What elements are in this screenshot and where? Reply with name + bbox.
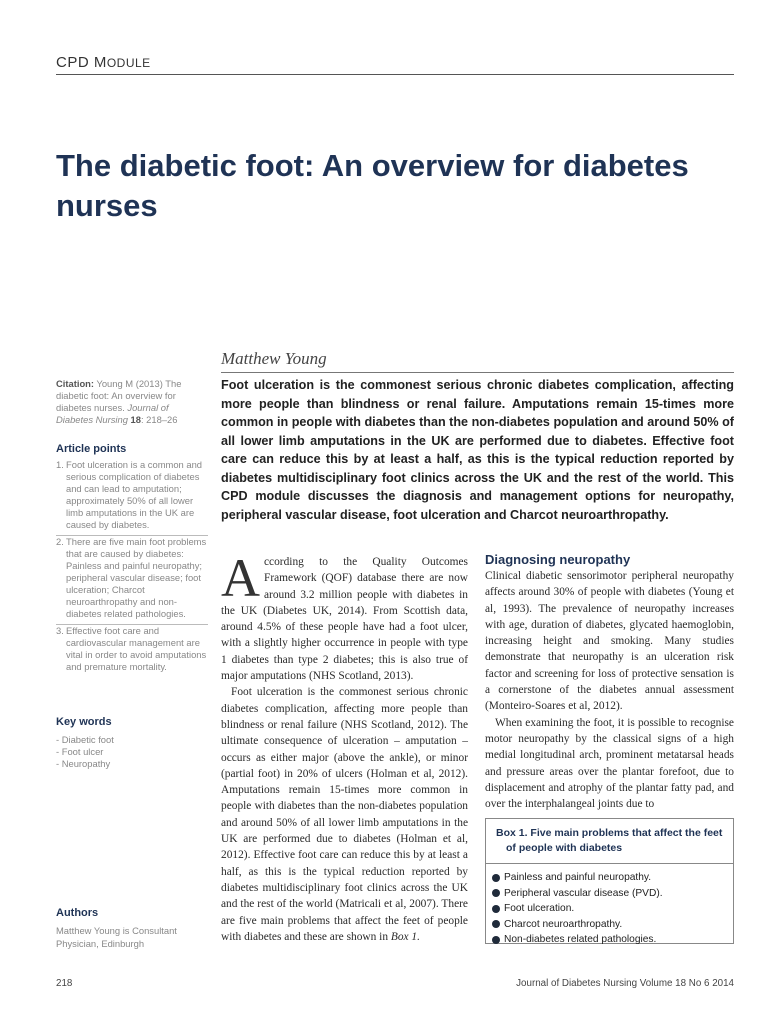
list-item: [492, 886, 733, 902]
citation: [56, 378, 208, 426]
body-column-right: [485, 568, 734, 812]
list-item: - Diabetic foot: [56, 734, 114, 745]
author-rule: [221, 372, 734, 373]
bullet-icon: [492, 874, 500, 882]
key-words-heading: Key words: [56, 716, 112, 728]
authors-heading: Authors: [56, 907, 99, 919]
author-name: Matthew Young: [221, 349, 327, 368]
article-title: The diabetic foot: An overview for diabetes nurses: [56, 148, 689, 223]
section-label-rest: ODULE: [106, 56, 151, 70]
drop-cap: A: [221, 548, 260, 608]
list-item-text: Painless and painful neuropathy.: [504, 872, 652, 883]
article-points-list: [56, 459, 208, 673]
box-1: [485, 818, 734, 944]
list-item-text: Effective foot care and cardiovascular management are vital in order to avoid amputations and premature mortality.: [66, 625, 207, 672]
list-item-text: There are five main foot problems that are caused by diabetes: Painless and painful neuropathy; peripheral vascular disease; foot ulceration; Charcot neuroarthropathy and non-diabetes related pathologies.: [66, 536, 207, 619]
section-label-first: CPD M: [56, 54, 107, 71]
list-item-number: 1.: [56, 459, 64, 470]
list-item-number: 2.: [56, 536, 64, 547]
section-heading: Diagnosing neuropathy: [485, 552, 631, 567]
list-item: [56, 536, 208, 620]
page-number: 218: [56, 978, 73, 989]
list-item: [492, 917, 733, 933]
authors-text: Matthew Young is Consultant Physician, Edinburgh: [56, 925, 177, 949]
list-item: - Neuropathy: [56, 758, 111, 769]
box-list: [486, 864, 733, 948]
box-title-line2: of people with diabetes: [506, 842, 623, 854]
list-item: [492, 870, 733, 886]
box-title: [486, 819, 733, 864]
citation-pages: : 218–26: [140, 414, 178, 425]
article-points-heading: Article points: [56, 443, 127, 455]
bullet-icon: [492, 920, 500, 928]
list-item: [492, 901, 733, 917]
list-item: [492, 932, 733, 948]
body-paragraph: ccording to the Quality Outcomes Framework (QOF) database there are now around 3.2 million people with diabetes in the UK (Diabetes UK, 2014). From Scottish data, around 4.5% of these people have had a foot ulcer, with a slightly higher occurrence in people with type 1 diabetes than type 2 diabetes; this is also true of major amputations (NHS Scotland, 2013).: [221, 556, 468, 683]
list-item: - Foot ulcer: [56, 746, 104, 757]
bullet-icon: [492, 905, 500, 913]
list-item-text: Foot ulceration is a common and serious complication of diabetes and can lead to amputation; approximately 50% of all lower limb amputations in the UK are caused by diabetes.: [66, 459, 203, 530]
citation-text: Young M (2013) The diabetic foot: An overview for diabetes nurses.: [56, 378, 182, 413]
body-paragraph: When examining the foot, it is possible to recognise motor neuropathy by the classical signs of a high medial longitudinal arch, prominent metatarsal heads and pressure areas over the plantar forefoot, due to displacement and atrophy of the plantar fatty pad, and over the interphalangeal joints due to: [485, 716, 734, 811]
citation-label: Citation:: [56, 378, 95, 389]
authors-heading-wrap: [56, 907, 208, 919]
list-item-text: Peripheral vascular disease (PVD).: [504, 887, 663, 899]
list-item-text: Foot ulceration.: [504, 903, 575, 914]
list-item-text: Non-diabetes related pathologies.: [504, 934, 657, 945]
list-item: [56, 459, 208, 531]
body-paragraph: Clinical diabetic sensorimotor peripheral neuropathy affects around 30% of people with diabetes (Young et al, 1993). The prevalence of neuropathy increases with age, duration of diabetes, glycated haemoglobin, increasing height and smoking. Many studies demonstrate that neuropathy is an ulceration risk factor and screening for loss of protective sensation is a cornerstone of the diabetes annual assessment (Monteiro-Soares et al, 2012).: [485, 570, 734, 713]
key-words-list: [56, 734, 114, 770]
header-rule: [56, 74, 734, 75]
list-item-number: 3.: [56, 625, 64, 636]
box-reference: Box 1.: [390, 930, 420, 943]
abstract: Foot ulceration is the commonest serious chronic diabetes complication, affecting more people than blindness or renal failure. Amputations remain 15-times more common in people with diabetes than the non-diabetes population and around 50% of all lower limb amputations in the UK are performed due to diabetes. Effective foot care can reduce this by at least a half, as this is the typical reduction reported by diabetes multidisciplinary foot clinics across the UK and the rest of the world. This CPD module discusses the diagnosis and management options for neuropathy, peripheral vascular disease, foot ulceration and Charcot neuroarthropathy.: [221, 378, 734, 522]
article-points-heading-wrap: [56, 443, 208, 455]
section-label: [56, 54, 151, 71]
body-column-left: [221, 548, 468, 945]
key-words-heading-wrap: [56, 716, 208, 728]
box-title-line1: Box 1. Five main problems that affect the feet: [496, 827, 723, 839]
list-item-text: Charcot neuroarthropathy.: [504, 918, 623, 930]
citation-volume: 18: [127, 414, 141, 425]
bullet-icon: [492, 936, 500, 944]
journal-footer: Journal of Diabetes Nursing Volume 18 No 6 2014: [516, 978, 734, 989]
list-item: [56, 625, 208, 673]
body-paragraph: Foot ulceration is the commonest serious chronic diabetes complication, affecting more people than blindness or renal failure (NHS Scotland, 2012). The ultimate consequence of ulceration – amputation – occurs as either major (above the ankle), or minor (partial foot) in 20% of ulcers (Holman et al, 2012). Amputations remain 15-times more common in people with diabetes than the non-diabetes population and around 50% of all lower limb amputations in the UK are performed due to diabetes (Holman et al, 2012). Effective foot care can reduce this by at least a half, as this is the typical reduction reported by diabetes multidisciplinary foot clinics across the UK and the rest of the world (Matricali et al, 2007). There are five main problems that affect the feet of people with diabetes and these are shown in: [221, 686, 468, 943]
citation-journal: Journal of Diabetes Nursing: [56, 402, 169, 425]
bullet-icon: [492, 889, 500, 897]
